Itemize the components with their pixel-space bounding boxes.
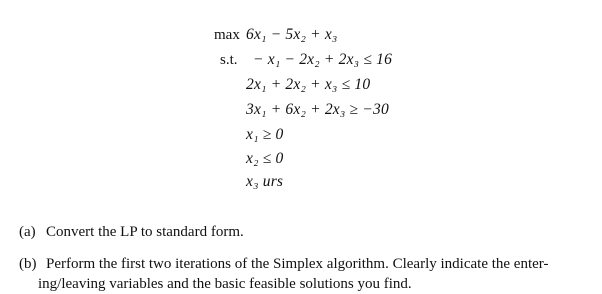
constraint-1: − x₁ − 2x₂ + 2x₃ ≤ 16 — [253, 51, 393, 68]
constraint-6: x₃ urs — [246, 173, 284, 190]
question-a-label: (a) — [19, 224, 36, 240]
objective-function: 6x₁ − 5x₂ + x₃ — [246, 26, 338, 43]
constraint-2: 2x₁ + 2x₂ + x₃ ≤ 10 — [246, 76, 371, 93]
question-b-text-line-1: Perform the first two iterations of the Simplex algorithm. Clearly indicate the enter- — [46, 256, 549, 272]
subject-to-keyword: s.t. — [220, 52, 238, 68]
constraint-4: x₁ ≥ 0 — [246, 126, 284, 143]
question-b-label: (b) — [19, 256, 37, 272]
max-keyword: max — [214, 27, 240, 43]
question-b-text-line-2: ing/leaving variables and the basic feasible solutions you find. — [38, 276, 412, 292]
constraint-3: 3x₁ + 6x₂ + 2x₃ ≥ −30 — [246, 101, 389, 118]
constraint-5: x₂ ≤ 0 — [246, 150, 284, 167]
question-a-text: Convert the LP to standard form. — [46, 224, 244, 240]
